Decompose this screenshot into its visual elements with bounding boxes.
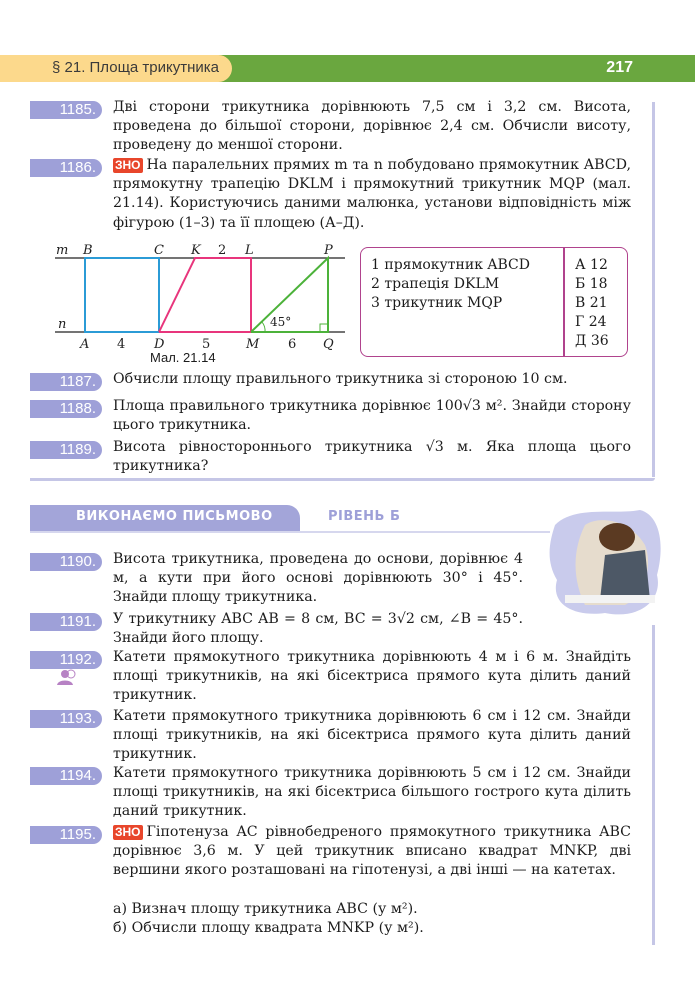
task-number: 1192. [30, 651, 102, 669]
task-number: 1186. [30, 159, 102, 177]
panel-border-right-2 [652, 625, 655, 945]
task-text: ЗНО На паралельних прямих m та n побудовано прямокутник ABCD, прямокутну трапецію DKLM і прямокутний трикутник MQP (мал. 21.14). Користуючись даними малюнка, установи відповідність між фігурою (1–3) та її площею (А–Д). [113, 157, 631, 231]
areas-list: А 12 Б 18 В 21 Г 24 Д 36 [575, 257, 609, 349]
svg-text:5: 5 [202, 337, 211, 352]
svg-text:P: P [324, 243, 333, 258]
task-text: Висота рівностороннього трикутника √3 м. Яка площа цього трикутника? [113, 439, 631, 475]
task-text: Висота трикутника, проведена до основи, дорівнює 4 м, а кути при його основі дорівнюють 30° і 45°. Знайди площу трикутника. [113, 551, 523, 606]
svg-text:6: 6 [288, 337, 297, 352]
figure-21-14 [50, 238, 350, 368]
svg-text:2: 2 [218, 243, 227, 258]
pair-work-icon [55, 668, 81, 686]
svg-text:n: n [58, 317, 67, 332]
students-photo [545, 505, 665, 620]
figure-caption: Мал. 21.14 [150, 350, 216, 365]
svg-text:4: 4 [117, 337, 126, 352]
panel-border-bottom [30, 478, 655, 481]
table-divider [563, 248, 565, 356]
panel-border-right [652, 102, 655, 477]
task-text: Обчисли площу правильного трикутника зі стороною 10 см. [113, 371, 568, 387]
task-text: У трикутнику ABC AB = 8 см, BC = 3√2 см, ∠B = 45°. Знайди його площу. [113, 611, 523, 647]
task-number: 1190. [30, 553, 102, 571]
svg-text:L: L [245, 243, 254, 258]
svg-text:45°: 45° [270, 315, 292, 329]
task-number: 1191. [30, 613, 102, 631]
figures-list: 1 прямокутник ABCD 2 трапеція DKLM 3 трикутник MQP [371, 257, 530, 311]
task-text: Площа правильного трикутника дорівнює 100√3 м². Знайди сторону цього трикутника. [113, 398, 631, 434]
task-number: 1195. [30, 826, 102, 844]
subtask-b: б) Обчисли площу квадрата MNKP (у м²). [113, 920, 424, 936]
task-text: Катети прямокутного трикутника дорівнюють 6 см і 12 см. Знайди площі трикутників, на які бісектриса прямого кута ділить даний трикутник. [113, 708, 631, 763]
svg-text:C: C [154, 243, 164, 258]
task-number: 1194. [30, 767, 102, 785]
task-number: 1193. [30, 710, 102, 728]
page-number: 217 [606, 59, 633, 76]
task-number: 1189. [30, 441, 102, 459]
zno-badge: ЗНО [115, 158, 141, 172]
band-underline [30, 531, 550, 533]
band-title: ВИКОНАЄМО ПИСЬМОВО [76, 509, 273, 524]
matching-table [360, 247, 628, 357]
task-number: 1188. [30, 400, 102, 418]
task-text: Катети прямокутного трикутника дорівнюють 4 м і 6 м. Знайдіть площі трикутників, на які бісектриса прямого кута ділить даний трикутник. [113, 649, 631, 704]
subtask-a: а) Визнач площу трикутника ABC (у м²). [113, 901, 418, 917]
band-level: РІВЕНЬ Б [328, 509, 401, 524]
task-text: Дві сторони трикутника дорівнюють 7,5 см і 3,2 см. Висота, проведена до більшої сторони, дорівнює 2,4 см. Обчисли висоту, проведену до меншої сторони. [113, 99, 631, 154]
task-text: Катети прямокутного трикутника дорівнюють 5 см і 12 см. Знайди площі трикутників, на які бісектриса більшого гострого кута ділить даний трикутник. [113, 765, 631, 820]
svg-text:Q: Q [323, 337, 334, 352]
task-text: ЗНО Гіпотенуза AC рівнобедреного прямокутного трикутника ABC дорівнює 3,6 м. У цей трикутник вписано квадрат MNKP, дві вершини якого розташовані на гіпотенузі, а дві інші — на катетах. [113, 824, 631, 879]
svg-text:m: m [56, 243, 69, 258]
zno-badge: ЗНО [115, 825, 141, 839]
page-header [0, 55, 695, 82]
svg-text:M: M [246, 337, 260, 352]
section-title: § 21. Площа трикутника [52, 59, 220, 76]
svg-text:B: B [83, 243, 93, 258]
svg-text:K: K [191, 243, 201, 258]
task-number: 1185. [30, 101, 102, 119]
svg-text:D: D [154, 337, 165, 352]
svg-text:A: A [80, 337, 90, 352]
task-number: 1187. [30, 373, 102, 391]
